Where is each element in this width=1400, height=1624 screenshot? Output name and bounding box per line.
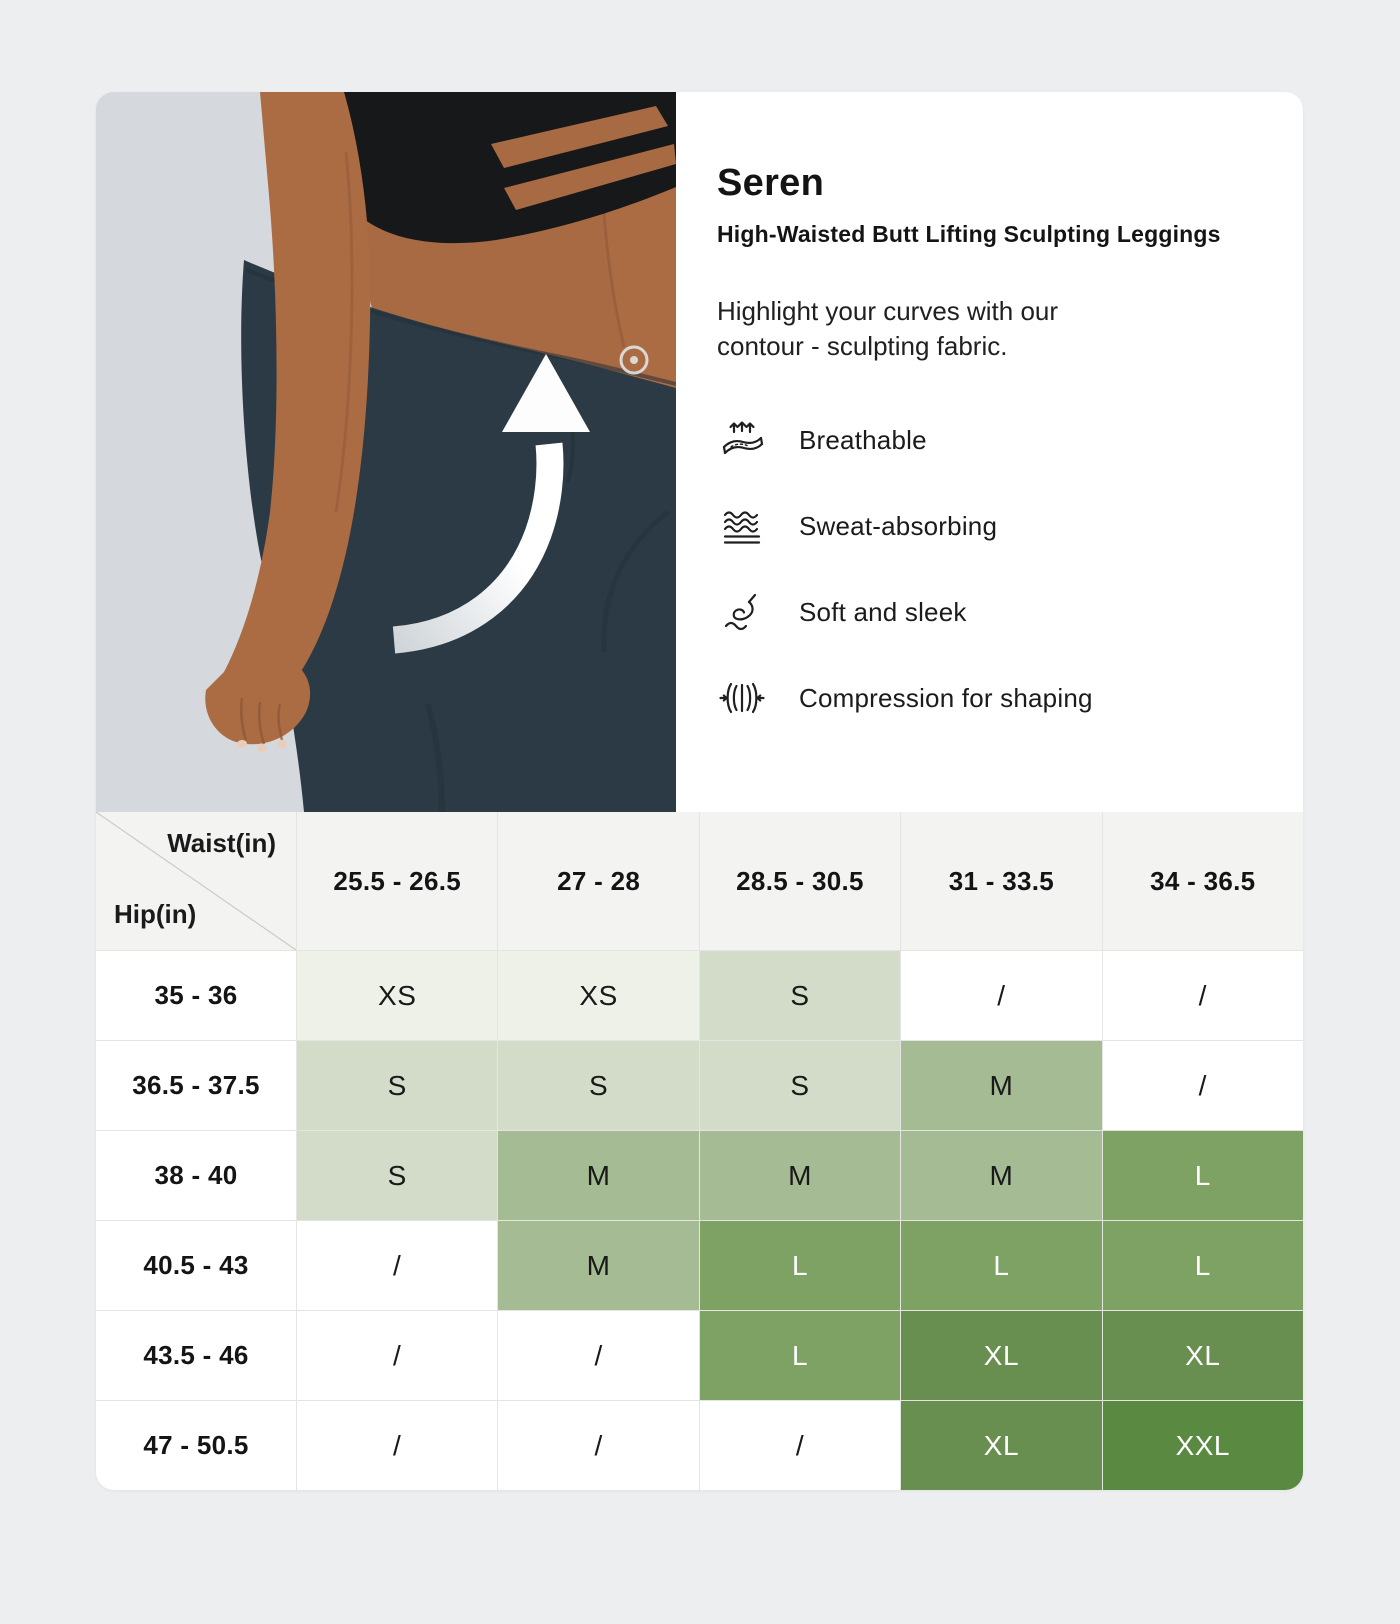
hip-row-label: 38 - 40: [96, 1131, 296, 1220]
feature-breathable: [717, 416, 1273, 464]
size-cell-unavailable: /: [498, 1401, 698, 1490]
hip-row-label: 35 - 36: [96, 951, 296, 1040]
size-cell: M: [901, 1041, 1101, 1130]
size-cell: M: [498, 1131, 698, 1220]
sweat-absorbing-icon: [717, 502, 767, 550]
waist-column-header: 34 - 36.5: [1103, 812, 1303, 950]
hip-row-label: 47 - 50.5: [96, 1401, 296, 1490]
product-card: [96, 92, 1303, 1490]
hip-axis-label: Hip(in): [114, 899, 197, 929]
size-cell: XL: [901, 1311, 1101, 1400]
feature-soft-and-sleek: [717, 588, 1273, 636]
waist-axis-label: Waist(in): [167, 828, 276, 858]
feature-label: Compression for shaping: [799, 682, 1093, 713]
compression-icon: [717, 674, 767, 722]
size-cell-unavailable: /: [297, 1401, 497, 1490]
feature-sweat-absorbing: [717, 502, 1273, 550]
size-cell-unavailable: /: [297, 1221, 497, 1310]
size-cell: S: [297, 1131, 497, 1220]
size-cell: L: [1103, 1221, 1303, 1310]
size-cell-unavailable: /: [901, 951, 1101, 1040]
size-cell-unavailable: /: [1103, 951, 1303, 1040]
size-cell: M: [700, 1131, 900, 1220]
size-cell: XL: [901, 1401, 1101, 1490]
product-subtitle: High-Waisted Butt Lifting Sculpting Leggings: [717, 221, 1221, 247]
size-cell-unavailable: /: [498, 1311, 698, 1400]
feature-compression: [717, 674, 1273, 722]
feature-label: Sweat-absorbing: [799, 510, 998, 541]
hip-row-label: 43.5 - 46: [96, 1311, 296, 1400]
product-description: Highlight your curves with our contour - sculpting fabric.: [717, 296, 1059, 362]
feature-label: Soft and sleek: [799, 596, 967, 627]
leggings-photo-illustration: [96, 92, 676, 812]
size-cell: L: [700, 1221, 900, 1310]
size-cell-unavailable: /: [700, 1401, 900, 1490]
feature-label: Breathable: [799, 424, 927, 455]
product-title: Seren: [717, 162, 825, 204]
hip-row-label: 40.5 - 43: [96, 1221, 296, 1310]
waist-column-header: 25.5 - 26.5: [297, 812, 497, 950]
size-cell-unavailable: /: [297, 1311, 497, 1400]
size-cell: S: [700, 1041, 900, 1130]
size-cell: L: [901, 1221, 1101, 1310]
feature-list: [717, 416, 1273, 722]
size-cell: S: [498, 1041, 698, 1130]
size-cell-unavailable: /: [1103, 1041, 1303, 1130]
size-cell: XS: [297, 951, 497, 1040]
size-cell: XXL: [1103, 1401, 1303, 1490]
breathable-icon: [717, 416, 767, 464]
corner-cell: [96, 812, 296, 950]
soft-and-sleek-icon: [717, 588, 767, 636]
product-photo: [96, 92, 676, 812]
size-cell: XS: [498, 951, 698, 1040]
size-cell: L: [700, 1311, 900, 1400]
waist-column-header: 31 - 33.5: [901, 812, 1101, 950]
size-cell: L: [1103, 1131, 1303, 1220]
hero-section: [96, 92, 1303, 812]
size-cell: S: [297, 1041, 497, 1130]
size-cell: M: [901, 1131, 1101, 1220]
size-cell: XL: [1103, 1311, 1303, 1400]
size-cell: M: [498, 1221, 698, 1310]
size-cell: S: [700, 951, 900, 1040]
product-info-panel: [676, 92, 1303, 812]
waist-column-header: 27 - 28: [498, 812, 698, 950]
hip-row-label: 36.5 - 37.5: [96, 1041, 296, 1130]
size-chart: [96, 812, 1303, 1490]
waist-column-header: 28.5 - 30.5: [700, 812, 900, 950]
